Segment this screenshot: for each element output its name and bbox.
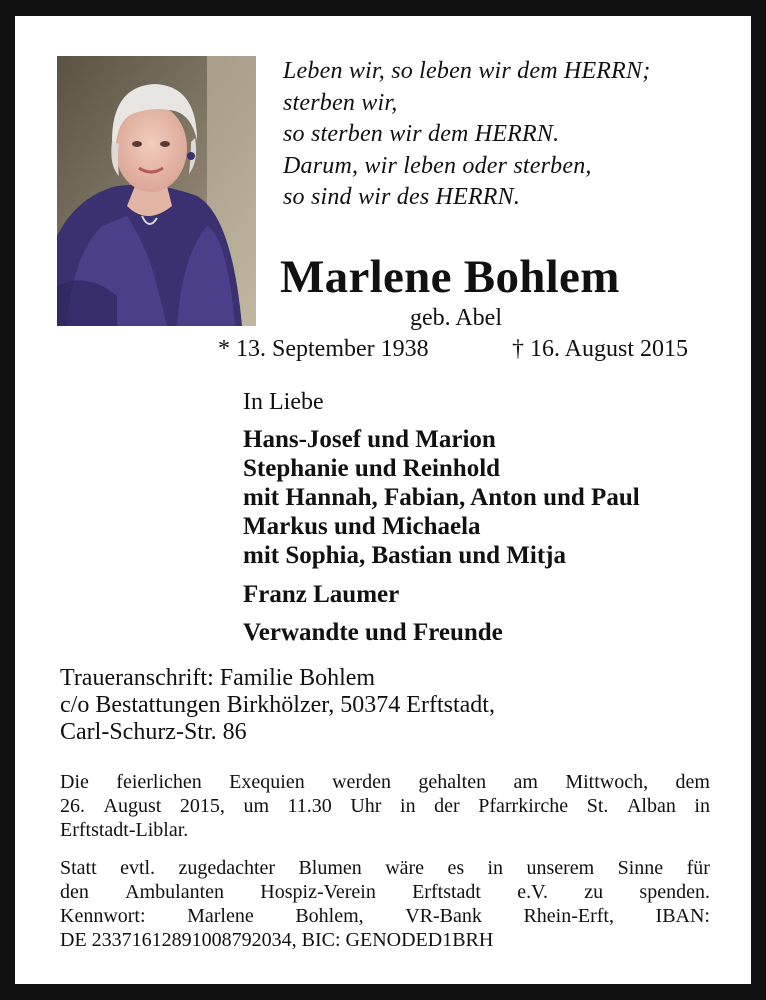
- word: Die: [60, 771, 89, 793]
- word: Hospiz-Verein: [260, 881, 376, 903]
- word: Marlene: [187, 905, 254, 927]
- word: 11.30: [287, 795, 332, 817]
- word: zugedachter: [178, 857, 276, 879]
- birth-date: * 13. September 1938: [218, 336, 429, 362]
- word: am: [513, 771, 538, 793]
- word: dem: [675, 771, 710, 793]
- word: unserem: [526, 857, 595, 879]
- portrait-illustration: [57, 56, 256, 326]
- word: Sinne: [617, 857, 664, 879]
- word: Alban: [626, 795, 676, 817]
- word: St.: [586, 795, 609, 817]
- verse-line: so sterben wir dem HERRN.: [283, 121, 560, 147]
- word: spenden.: [639, 881, 710, 903]
- word: in: [694, 795, 710, 817]
- service-line-1: [60, 794, 710, 818]
- word: wäre: [385, 857, 425, 879]
- mourner-line: Stephanie und Reinhold: [243, 455, 501, 482]
- word: evtl.: [120, 857, 156, 879]
- word: um: [243, 795, 269, 817]
- word: werden: [332, 771, 391, 793]
- mourner-partner: Franz Laumer: [243, 581, 400, 608]
- word: August: [103, 795, 162, 817]
- word: Erftstadt: [412, 881, 481, 903]
- mourning-address: [60, 665, 495, 746]
- portrait-photo: [57, 56, 256, 326]
- mourners-list: [243, 425, 640, 570]
- address-line: Traueranschrift: Familie Bohlem: [60, 665, 376, 691]
- word: in: [400, 795, 416, 817]
- word: feierlichen: [116, 771, 202, 793]
- word: Rhein-Erft,: [523, 905, 614, 927]
- mourner-relatives: Verwandte und Freunde: [243, 619, 503, 646]
- word: Exequien: [229, 771, 305, 793]
- word: in: [487, 857, 504, 879]
- word: VR-Bank: [405, 905, 482, 927]
- mourner-line: Hans-Josef und Marion: [243, 426, 496, 453]
- word: IBAN:: [655, 905, 710, 927]
- word: gehalten: [418, 771, 487, 793]
- deceased-name: Marlene Bohlem: [280, 251, 620, 303]
- service-line-0: [60, 770, 710, 794]
- death-date: † 16. August 2015: [512, 336, 689, 362]
- service-paragraph: [60, 770, 710, 842]
- mourner-line: mit Hannah, Fabian, Anton und Paul: [243, 484, 640, 511]
- address-line: c/o Bestattungen Birkhölzer, 50374 Erftstadt,: [60, 692, 495, 718]
- verse-line: Leben wir, so leben wir dem HERRN;: [283, 58, 651, 84]
- word: es: [447, 857, 465, 879]
- word: Bohlem,: [295, 905, 364, 927]
- word: Mittwoch,: [565, 771, 649, 793]
- word: 2015,: [179, 795, 225, 817]
- donation-paragraph: [60, 856, 710, 952]
- address-line: Carl-Schurz-Str. 86: [60, 719, 247, 745]
- word: Pfarrkirche: [478, 795, 569, 817]
- verse-line: Darum, wir leben oder sterben,: [283, 152, 592, 179]
- donation-line-1: [60, 880, 710, 904]
- verse-line: sterben wir,: [283, 89, 398, 116]
- word: Blumen: [298, 857, 362, 879]
- word: Kennwort:: [60, 905, 146, 927]
- service-line: Erftstadt-Liblar.: [60, 819, 189, 841]
- mourners-intro: In Liebe: [243, 389, 324, 415]
- mourner-line: Markus und Michaela: [243, 513, 481, 540]
- word: zu: [584, 881, 604, 903]
- word: Statt: [60, 857, 97, 879]
- bible-verse: [283, 56, 650, 214]
- donation-line-2: [60, 904, 710, 928]
- word: e.V.: [517, 881, 548, 903]
- word: Ambulanten: [125, 881, 225, 903]
- word: der: [434, 795, 460, 817]
- verse-line: so sind wir des HERRN.: [283, 184, 521, 210]
- birth-name: geb. Abel: [410, 305, 502, 331]
- donation-line-0: [60, 856, 710, 880]
- word: für: [686, 857, 710, 879]
- word: Uhr: [350, 795, 382, 817]
- word: 26.: [60, 795, 85, 817]
- mourner-line: mit Sophia, Bastian und Mitja: [243, 542, 566, 569]
- donation-line: DE 23371612891008792034, BIC: GENODED1BRH: [60, 929, 494, 951]
- word: den: [60, 881, 89, 903]
